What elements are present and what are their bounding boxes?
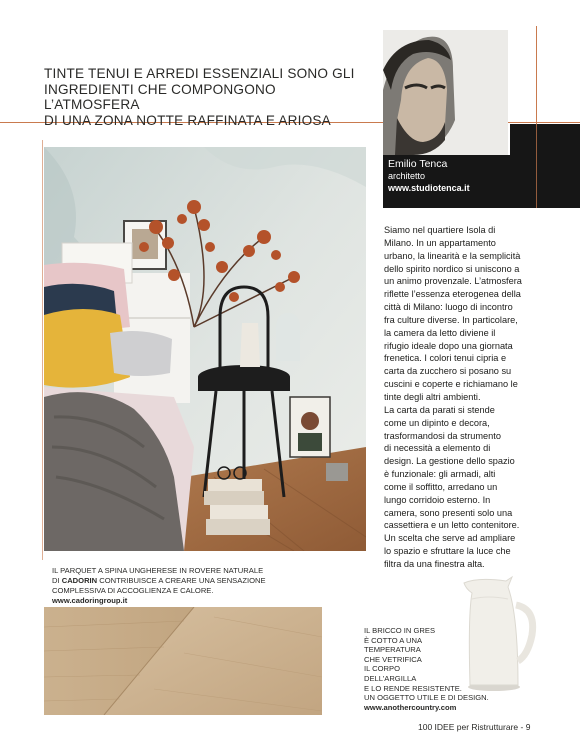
- author-portrait-illustration: [383, 30, 508, 155]
- body-line: un animo provenzale. L’atmosfera: [384, 276, 522, 287]
- body-line: è funzionale: gli armadi, alti: [384, 469, 496, 480]
- body-line: camera, sono presenti solo una: [384, 507, 513, 518]
- bedroom-photo: [44, 147, 366, 551]
- parquet-caption: [52, 566, 322, 606]
- title-line: TINTE TENUI E ARREDI ESSENZIALI SONO GLI: [44, 66, 355, 81]
- article-body: [384, 224, 534, 571]
- body-line: fra culture diverse. In particolare,: [384, 314, 518, 325]
- body-line: design. La gestione dello spazio: [384, 456, 515, 467]
- jug-website-link[interactable]: www.anothercountry.com: [364, 702, 457, 712]
- body-line: lungo corridoio esterno. In: [384, 494, 491, 505]
- body-line: carta da zucchero si posano su: [384, 366, 512, 377]
- body-line: urbano, la linearità e la semplicità: [384, 250, 521, 261]
- author-name: Emilio Tenca: [388, 158, 448, 170]
- jug-illustration: [458, 575, 538, 693]
- parquet-illustration: [44, 607, 322, 715]
- body-line: come un dipinto e decora,: [384, 417, 490, 428]
- body-line: Milano. In un appartamento: [384, 237, 496, 248]
- caption-line: UN OGGETTO UTILE E DI DESIGN.: [364, 693, 489, 703]
- caption-line: E LO RENDE RESISTENTE.: [364, 683, 462, 693]
- jug-photo: [458, 575, 538, 693]
- caption-line: TEMPERATURA: [364, 645, 421, 655]
- black-block-small: [510, 124, 580, 156]
- caption-suffix: CONTRIBUISCE A CREARE UNA SENSAZIONE: [97, 576, 266, 585]
- bedroom-illustration: [44, 147, 366, 551]
- body-line: come il soffitto, arredano un: [384, 481, 498, 492]
- caption-prefix: DI: [52, 576, 62, 585]
- body-line: cassettiera e un letto contenitore.: [384, 520, 520, 531]
- body-line: la camera da letto diviene il: [384, 327, 496, 338]
- body-line: La carta da parati si stende: [384, 404, 495, 415]
- author-role: architetto: [388, 171, 426, 181]
- title-line: DI UNA ZONA NOTTE RAFFINATA E ARIOSA: [44, 112, 331, 128]
- body-line: lo spazio e sfruttare la luce che: [384, 546, 511, 557]
- body-line: Un scelta che serve ad ampliare: [384, 533, 516, 544]
- caption-line: DELL’ARGILLA: [364, 673, 417, 683]
- body-line: di necessità a elemento di: [384, 443, 491, 454]
- body-line: riflette l’essenza eterogenea della: [384, 289, 521, 300]
- title-line: INGREDIENTI CHE COMPONGONO L’ATMOSFERA: [44, 81, 276, 113]
- parquet-photo: [44, 607, 322, 715]
- body-line: città di Milano: luogo di incontro: [384, 302, 513, 313]
- caption-line: È COTTO A UNA: [364, 635, 423, 645]
- caption-line: IL CORPO: [364, 664, 401, 674]
- body-line: Siamo nel quartiere Isola di: [384, 225, 496, 235]
- parquet-website-link[interactable]: www.cadoringroup.it: [52, 596, 128, 605]
- rule-vertical-left: [42, 140, 43, 560]
- body-line: trasformandosi da strumento: [384, 430, 501, 441]
- body-line: dello spirito nordico si uniscono a: [384, 263, 520, 274]
- author-website-link[interactable]: www.studiotenca.it: [388, 183, 470, 193]
- body-line: tinte degli altri ambienti.: [384, 391, 481, 402]
- body-line: filtra da una finestra alta.: [384, 558, 485, 569]
- body-line: cuscini e coperte e richiamano le: [384, 379, 518, 390]
- article-title: [44, 66, 374, 128]
- caption-line: COMPLESSIVA DI ACCOGLIENZA E CALORE.: [52, 586, 214, 595]
- caption-line: CHE VETRIFICA: [364, 654, 422, 664]
- author-portrait: [383, 30, 508, 155]
- caption-line: IL PARQUET A SPINA UNGHERESE IN ROVERE NATURALE: [52, 566, 264, 575]
- body-line: frenetica. I colori tenui cipria e: [384, 353, 507, 364]
- caption-line: IL BRICCO IN GRES: [364, 626, 436, 635]
- brand-name: CADORIN: [61, 576, 98, 585]
- body-line: rifugio ideale dopo una giornata: [384, 340, 513, 351]
- caption-line: [52, 576, 322, 586]
- rule-vertical-right-lower: [536, 124, 537, 208]
- page-footer: 100 IDEE per Ristrutturare - 9: [418, 722, 531, 732]
